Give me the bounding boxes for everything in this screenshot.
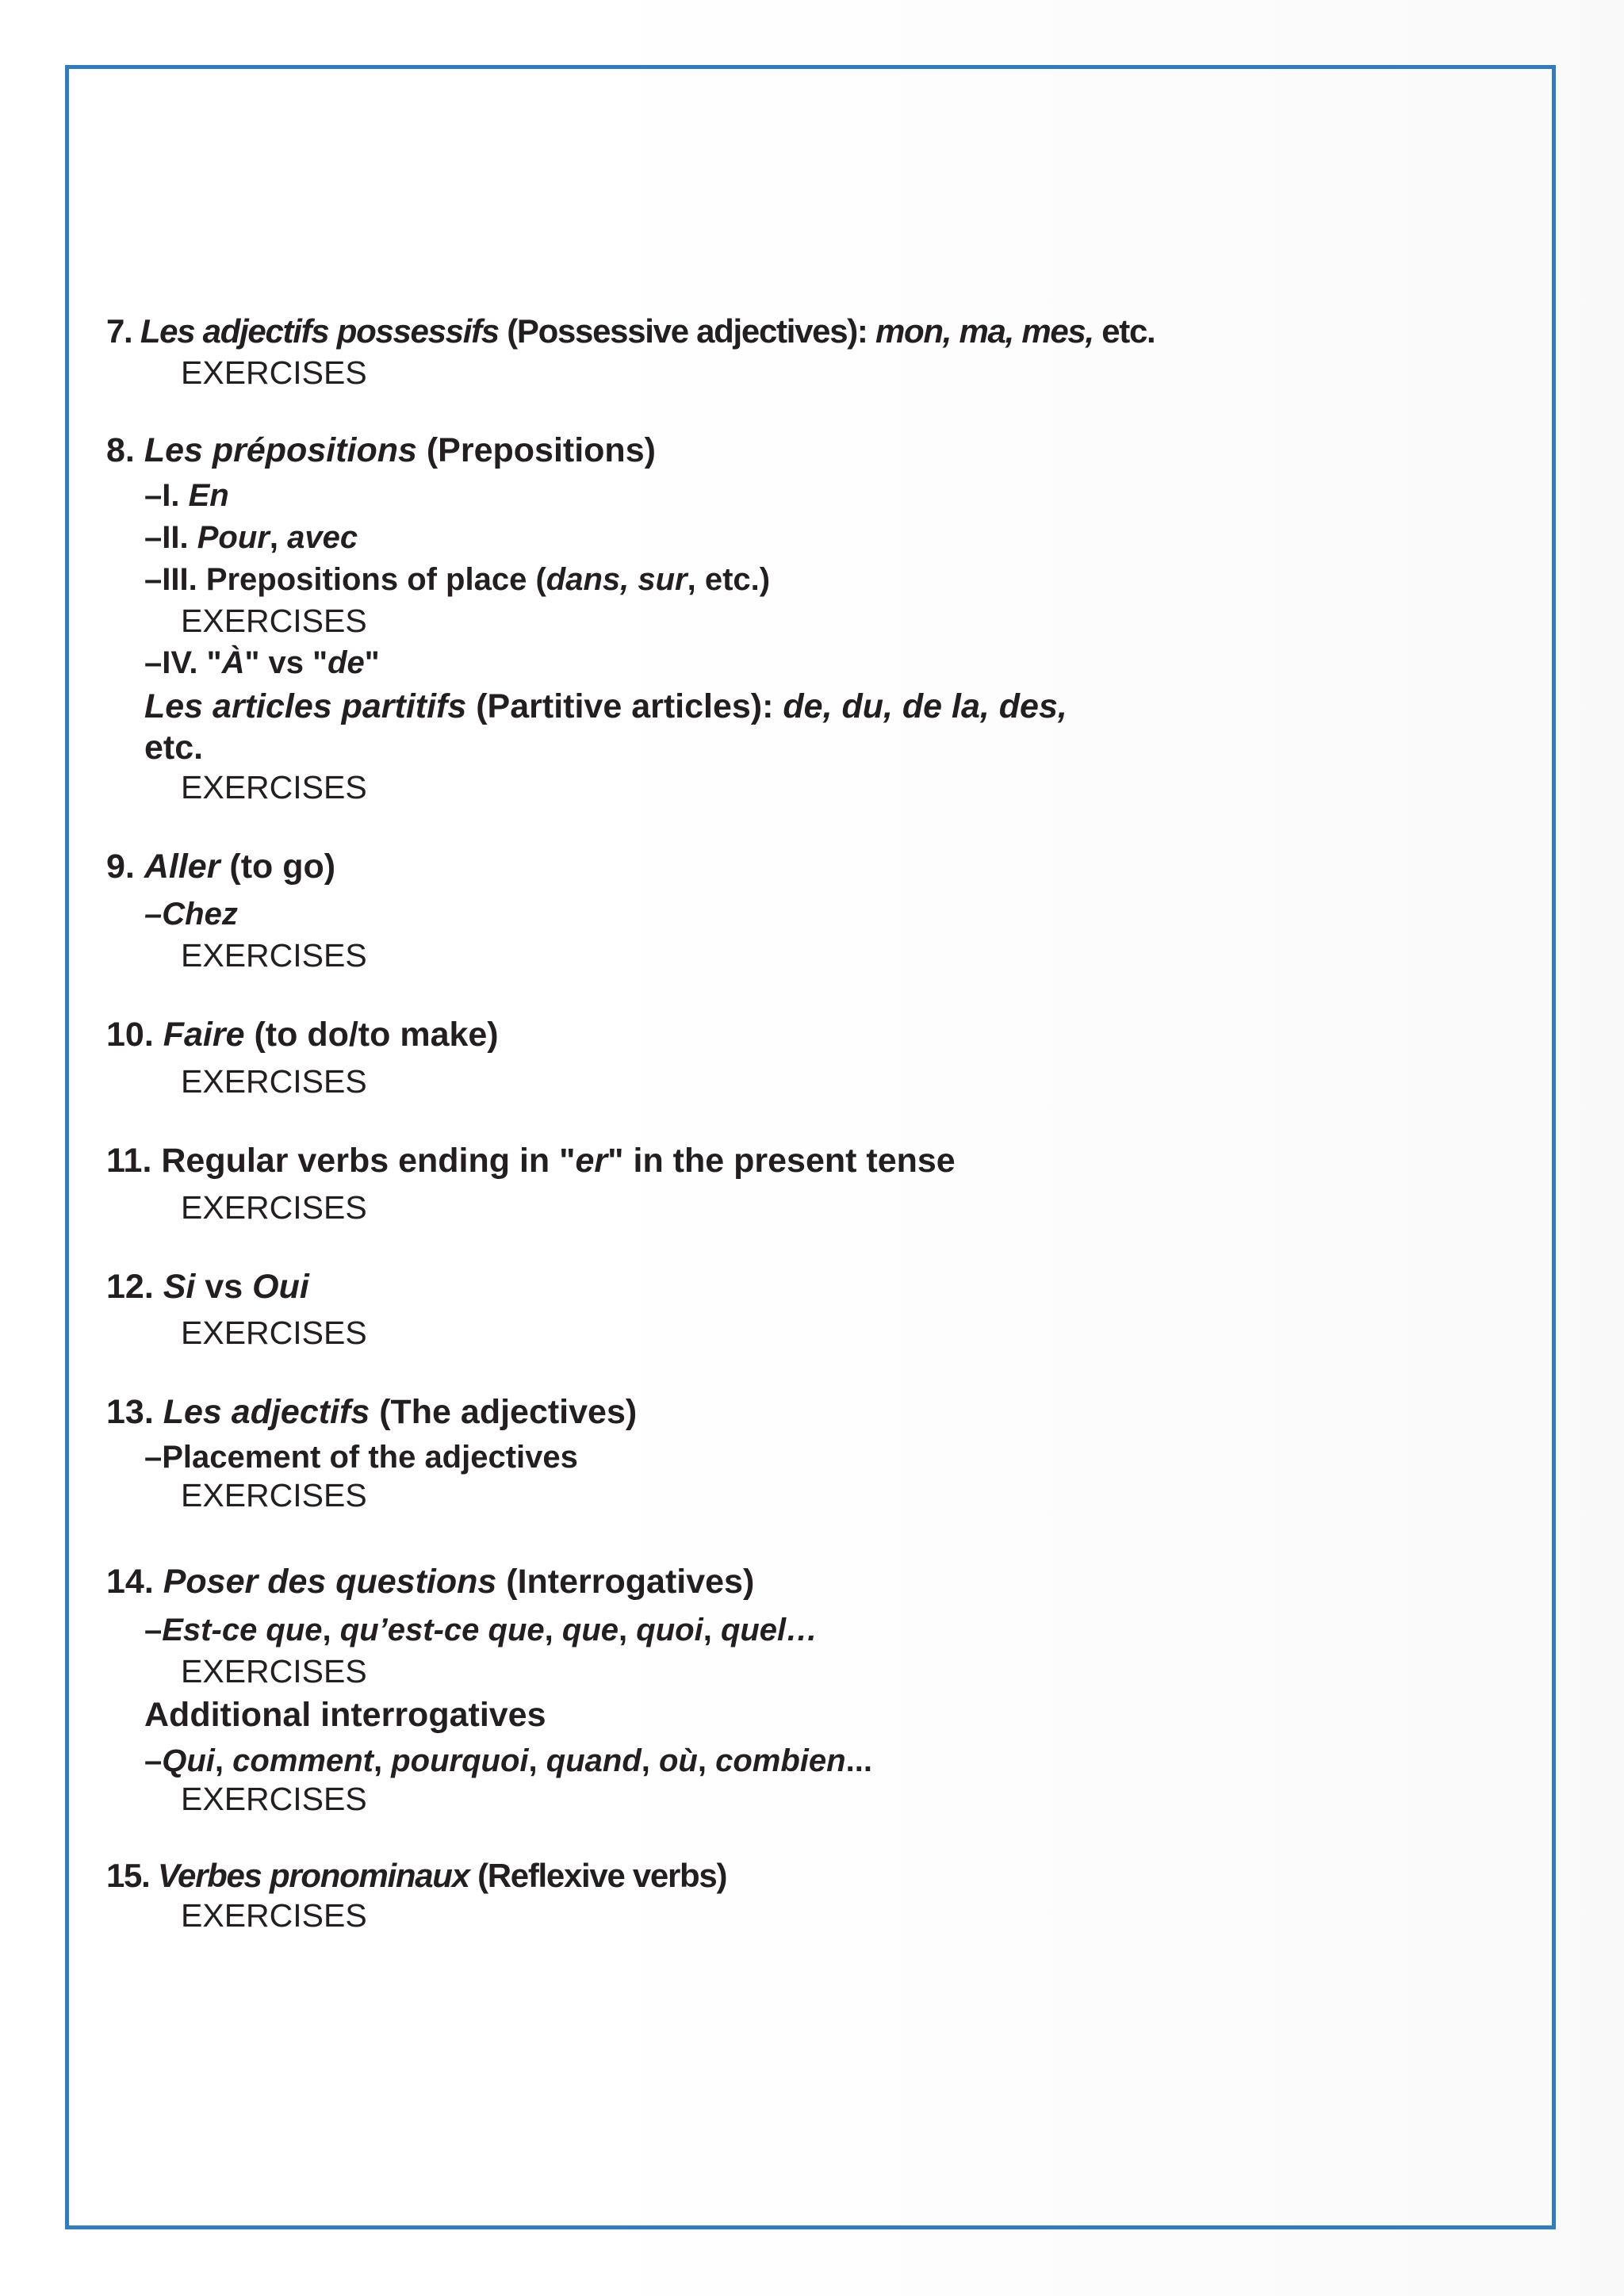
subsection-8-iv: [144, 647, 380, 679]
comma: ,: [528, 1743, 538, 1778]
example-words: de, du, de la, des,: [783, 687, 1067, 725]
comma: ,: [697, 1743, 707, 1778]
french-term: quoi: [636, 1613, 703, 1647]
exercises-label: EXERCISES: [181, 1063, 367, 1100]
exercises-label: EXERCISES: [181, 354, 367, 391]
french-term: À: [221, 645, 245, 680]
subsection-9-chez: [144, 898, 238, 930]
section-number: 14.: [106, 1563, 154, 1601]
heading-text: 11. Regular verbs ending in ": [106, 1142, 576, 1180]
exercises-label: EXERCISES: [181, 1477, 367, 1513]
french-term: de: [327, 645, 365, 680]
subsection-text: –III. Prepositions of place (: [144, 562, 546, 597]
french-title: Faire: [163, 1016, 245, 1054]
subsection-text: " vs ": [244, 645, 328, 680]
subsection-8-ii: [144, 522, 358, 553]
exercises-label: EXERCISES: [181, 1314, 367, 1351]
french-term: er: [575, 1142, 608, 1180]
exercises-label: EXERCISES: [181, 1189, 367, 1226]
section-11-heading: [106, 1144, 956, 1178]
section-number: 13.: [106, 1393, 154, 1431]
section-8-heading: [106, 431, 656, 469]
english-title: (Prepositions): [426, 431, 656, 469]
french-title: Aller: [144, 848, 220, 886]
french-term: dans, sur: [546, 562, 688, 597]
partitive-articles-etc: etc.: [144, 729, 204, 767]
french-term: combien: [715, 1743, 846, 1778]
french-term: Si: [163, 1268, 196, 1306]
french-term: comment: [232, 1743, 373, 1778]
french-term: que: [561, 1613, 619, 1647]
exercises-label: EXERCISES: [181, 769, 367, 806]
subsection-text: ": [364, 645, 380, 680]
french-title: Les articles partitifs: [144, 687, 467, 725]
english-title: (Possessive adjectives):: [507, 312, 868, 350]
french-term: Oui: [252, 1268, 309, 1306]
subsection-number: –I.: [144, 478, 180, 513]
french-title: Les prépositions: [144, 431, 417, 469]
section-number: 15.: [106, 1857, 150, 1894]
exercises-label: EXERCISES: [181, 937, 367, 974]
example-words: mon, ma, mes,: [875, 312, 1094, 350]
ellipsis: ...: [845, 1743, 872, 1778]
english-title: (to go): [229, 848, 336, 886]
english-title: (to do/to make): [254, 1016, 499, 1054]
english-title: (Interrogatives): [506, 1563, 755, 1601]
french-title: Les adjectifs: [163, 1393, 370, 1431]
french-term: Est-ce que: [162, 1613, 323, 1647]
comma: ,: [703, 1613, 712, 1647]
etc-text: etc.: [1101, 312, 1155, 350]
french-title: Verbes pronominaux: [157, 1857, 469, 1894]
section-number: 9.: [106, 848, 135, 886]
subsection-14-additional: [144, 1745, 872, 1777]
subsection-14-interrogatives: [144, 1614, 818, 1646]
subsection-8-i: [144, 480, 229, 511]
comma: ,: [641, 1743, 650, 1778]
subsection-13-placement: –Placement of the adjectives: [144, 1440, 578, 1475]
dash: –: [144, 1743, 163, 1778]
vs-text: vs: [205, 1268, 243, 1306]
section-9-heading: [106, 850, 335, 884]
comma: ,: [214, 1743, 224, 1778]
section-7-heading: [106, 312, 1155, 350]
english-title: (Reflexive verbs): [477, 1857, 727, 1894]
french-term: quand: [546, 1743, 642, 1778]
section-13-heading: [106, 1395, 637, 1429]
french-term: qu’est-ce que: [339, 1613, 545, 1647]
section-12-heading: [106, 1270, 309, 1304]
exercises-label: EXERCISES: [181, 1897, 367, 1934]
subsection-8-iii: [144, 564, 770, 595]
comma: ,: [322, 1613, 331, 1647]
french-term: pourquoi: [391, 1743, 529, 1778]
french-term: –Chez: [144, 897, 238, 932]
french-term: Qui: [162, 1743, 215, 1778]
section-number: 7.: [106, 312, 132, 350]
exercises-label: EXERCISES: [181, 603, 367, 639]
exercises-label: EXERCISES: [181, 1653, 367, 1689]
subsection-text: , etc.): [687, 562, 771, 597]
french-term: Pour: [197, 520, 270, 555]
french-term: quel…: [720, 1613, 818, 1647]
french-term: où: [659, 1743, 698, 1778]
subsection-number: –II.: [144, 520, 189, 555]
section-number: 8.: [106, 431, 135, 469]
english-title: (The adjectives): [379, 1393, 638, 1431]
french-title: Les adjectifs possessifs: [140, 312, 499, 350]
section-number: 10.: [106, 1016, 154, 1054]
section-number: 12.: [106, 1268, 154, 1306]
heading-text: " in the present tense: [607, 1142, 956, 1180]
french-term: avec: [287, 520, 358, 555]
additional-interrogatives-heading: Additional interrogatives: [144, 1696, 546, 1734]
comma: ,: [269, 520, 278, 555]
subsection-text: –IV. ": [144, 645, 222, 680]
french-term: En: [188, 478, 229, 513]
english-title: (Partitive articles):: [476, 687, 774, 725]
section-15-heading: [106, 1859, 726, 1892]
section-10-heading: [106, 1018, 499, 1052]
dash: –: [144, 1613, 163, 1647]
comma: ,: [544, 1613, 553, 1647]
french-title: Poser des questions: [163, 1563, 497, 1601]
comma: ,: [619, 1613, 628, 1647]
exercises-label: EXERCISES: [181, 1781, 367, 1817]
comma: ,: [373, 1743, 383, 1778]
partitive-articles-heading: [144, 687, 1067, 725]
section-14-heading: [106, 1565, 754, 1599]
